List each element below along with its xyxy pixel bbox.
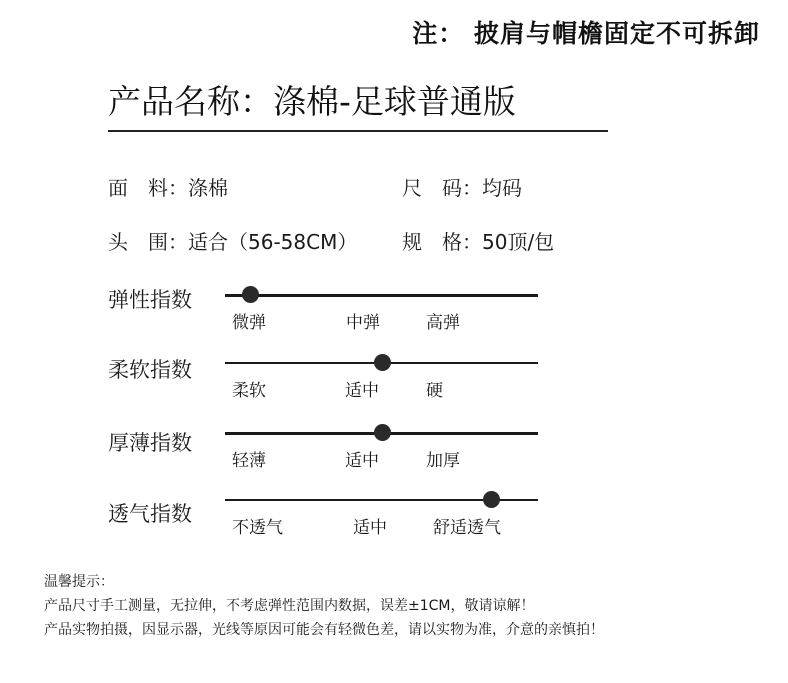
spec-material: 面 料：涤棉: [108, 176, 228, 200]
breathability-meter: [225, 491, 538, 551]
breathability-tick-high: 舒适透气: [433, 518, 501, 538]
spec-packaging: 规 格：50顶/包: [402, 230, 555, 254]
thickness-label: 厚薄指数: [108, 431, 192, 455]
elasticity-indicator: [242, 286, 259, 303]
elasticity-tick-high: 高弹: [426, 313, 460, 333]
breathability-indicator: [483, 491, 500, 508]
title-divider: [108, 130, 608, 132]
softness-tick-high: 硬: [426, 381, 443, 401]
tips-line-measurement: 产品尺寸手工测量，无拉伸，不考虑弹性范围内数据，误差±1CM，敬请谅解！: [44, 598, 535, 614]
tips-line-color: 产品实物拍摄，因显示器，光线等原因可能会有轻微色差，请以实物为准，介意的亲慎拍！: [44, 622, 604, 638]
elasticity-tick-low: 微弹: [232, 313, 266, 333]
thickness-tick-mid: 适中: [345, 451, 379, 471]
breathability-tick-mid: 适中: [353, 518, 387, 538]
notice-text: 注： 披肩与帽檐固定不可拆卸: [412, 19, 760, 48]
elasticity-tick-mid: 中弹: [346, 313, 380, 333]
elasticity-label: 弹性指数: [108, 288, 192, 312]
thickness-indicator: [374, 424, 391, 441]
elasticity-meter: [225, 286, 538, 346]
thickness-tick-low: 轻薄: [232, 451, 266, 471]
softness-label: 柔软指数: [108, 358, 192, 382]
thickness-tick-high: 加厚: [426, 451, 460, 471]
elasticity-track: [225, 294, 538, 297]
breathability-tick-low: 不透气: [232, 518, 283, 538]
spec-head-circumference: 头 围：适合（56-58CM）: [108, 230, 358, 254]
softness-tick-mid: 适中: [345, 381, 379, 401]
softness-meter: [225, 354, 538, 414]
breathability-label: 透气指数: [108, 502, 192, 526]
product-title: 产品名称：涤棉-足球普通版: [108, 82, 516, 121]
spec-size: 尺 码：均码: [402, 176, 522, 200]
tips-heading: 温馨提示：: [44, 574, 114, 590]
softness-tick-low: 柔软: [232, 381, 266, 401]
softness-indicator: [374, 354, 391, 371]
thickness-meter: [225, 424, 538, 484]
